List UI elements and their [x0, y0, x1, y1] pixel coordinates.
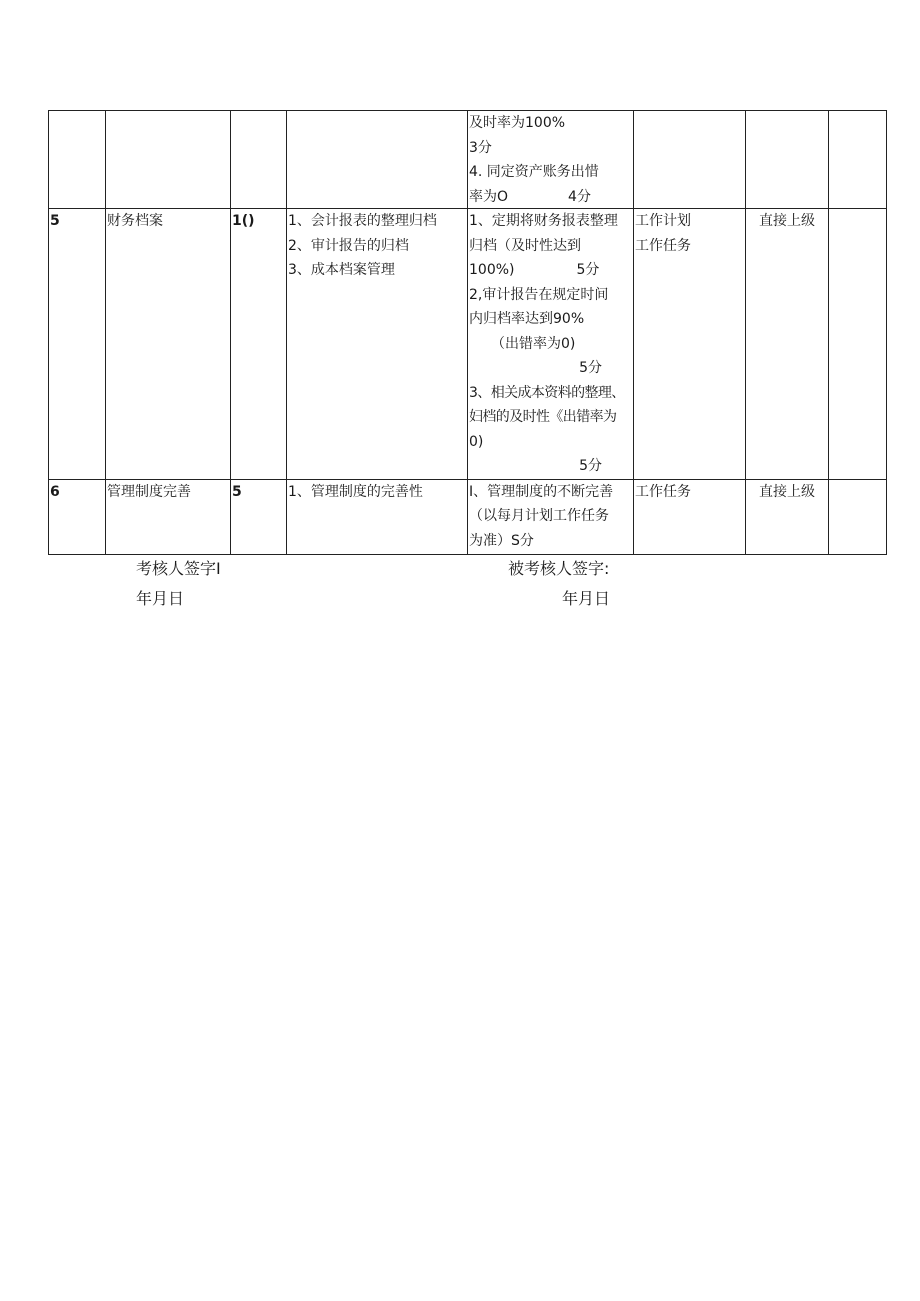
source-line: 工作任务: [635, 237, 691, 254]
table-row: [49, 111, 887, 209]
standard-line: （出错率为0): [491, 335, 576, 352]
content-line: 2、审计报告的归档: [288, 237, 409, 254]
remark-cell: [829, 111, 887, 209]
standard-line: [469, 185, 632, 209]
standard-line: 0): [469, 433, 484, 450]
remark-cell: [829, 479, 887, 554]
source-line: 工作任务: [635, 483, 691, 500]
item-cell: 财务档案: [106, 209, 231, 480]
source-cell: [634, 111, 746, 209]
standard-text: 100%): [469, 262, 515, 278]
source-cell: [634, 479, 746, 554]
assessee-signature-label: 被考核人签字:: [508, 559, 610, 578]
evaluator-cell: 直接上级: [746, 209, 829, 480]
weight-cell: [231, 111, 287, 209]
standard-text: 率为O: [469, 188, 509, 205]
assessment-table: [48, 110, 887, 555]
content-cell: [287, 479, 468, 554]
item-cell: [106, 111, 231, 209]
standard-line: 3分: [469, 139, 492, 156]
standard-line: 妇档的及时性《出错率为: [469, 409, 617, 425]
standard-line: 内归档率达到90%: [469, 311, 585, 327]
row-number-cell: 6: [49, 479, 106, 554]
standard-score: 5分: [576, 262, 600, 278]
standard-line: 4. 同定资产账务出惜: [469, 164, 599, 180]
content-cell: [287, 111, 468, 209]
item-cell: 管理制度完善: [106, 479, 231, 554]
source-line: 工作计划: [635, 213, 691, 229]
table-row: [49, 209, 887, 480]
remark-cell: [829, 209, 887, 480]
content-line: 3、成本档案管理: [288, 262, 395, 278]
evaluator-cell: 直接上级: [746, 479, 829, 554]
assessor-signature-label: 考核人签字I: [136, 559, 221, 578]
standard-cell: [468, 111, 634, 209]
evaluator-cell: [746, 111, 829, 209]
table-row: [49, 479, 887, 554]
standard-cell: [468, 209, 634, 480]
standard-score: 5分: [579, 360, 602, 376]
weight-cell: 1(): [231, 209, 287, 480]
standard-line: 归档（及时性达到: [469, 237, 581, 254]
standard-score: 4分: [568, 188, 591, 205]
content-line: 1、管理制度的完善性: [288, 483, 423, 500]
standard-score: 5分: [579, 458, 602, 474]
content-line: 1、会计报表的整理归档: [288, 213, 437, 229]
standard-line: I、管理制度的不断完善: [469, 483, 614, 500]
source-cell: [634, 209, 746, 480]
row-number-cell: [49, 111, 106, 209]
row-number-cell: 5: [49, 209, 106, 480]
standard-line: 及时率为100%: [469, 115, 566, 131]
standard-line: 3、相关成本资料的整理、: [469, 384, 625, 401]
standard-line: （以每月计划工作任务: [469, 508, 609, 524]
standard-line: 2,审计报告在规定时间: [469, 286, 609, 303]
standard-line: 1、定期将财务报表整理: [469, 213, 618, 229]
weight-cell: 5: [231, 479, 287, 554]
standard-line: [469, 258, 632, 283]
content-cell: [287, 209, 468, 480]
assessee-date: 年月日: [562, 589, 611, 608]
assessor-date: 年月日: [136, 589, 185, 608]
standard-cell: [468, 479, 634, 554]
standard-line: 为准）S分: [469, 532, 534, 549]
